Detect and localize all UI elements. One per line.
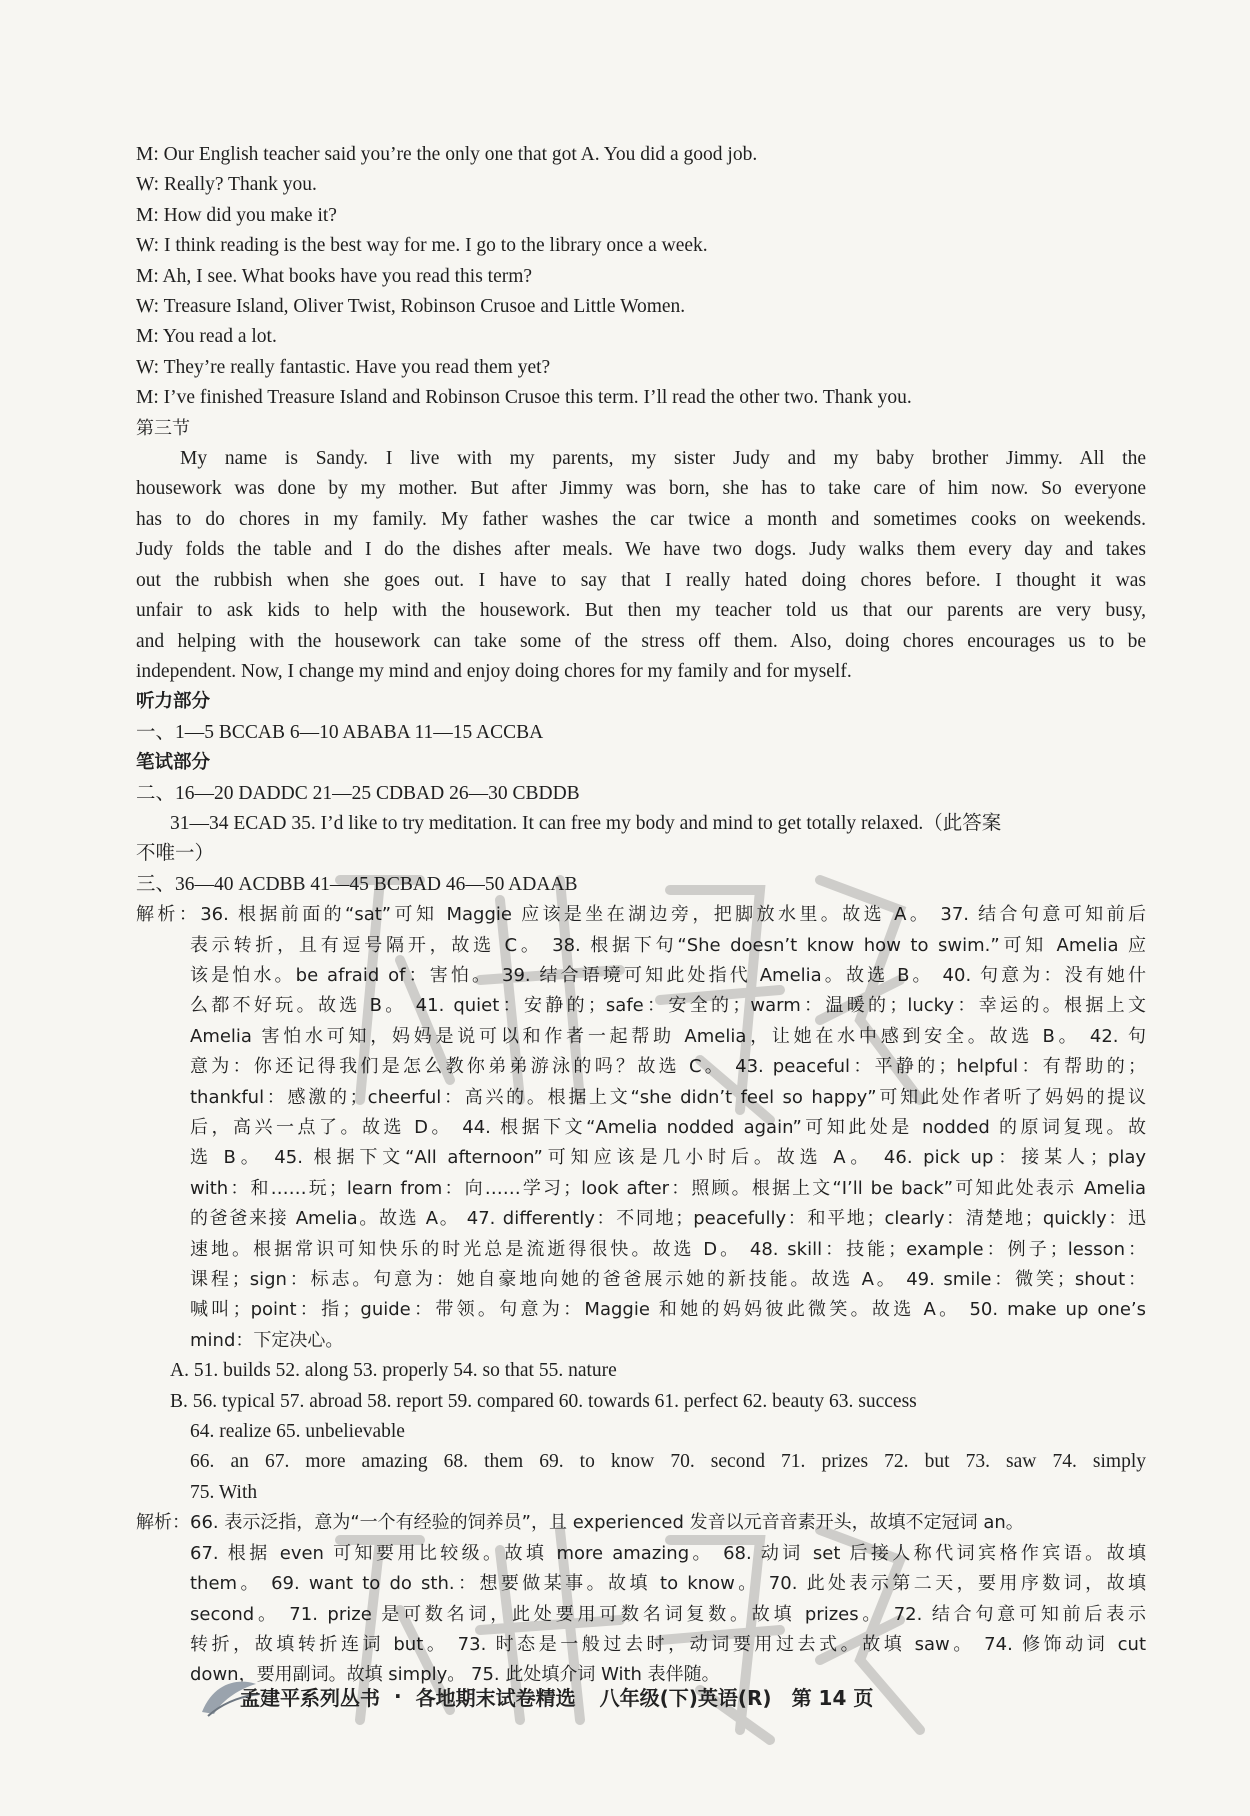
analysis-line: them。 69. want to do sth.：想要做某事。故填 to know。 70. 此处表示第二天，要用序数词，故填 <box>190 1573 1146 1595</box>
dialogue-line: M: How did you make it? <box>136 204 337 226</box>
part2-answers: 二、16—20 DADDC 21—25 CDBAD 26—30 CBDDB <box>136 782 580 804</box>
dialogue-line: M: I’ve finished Treasure Island and Robinson Crusoe this term. I’ll read the other two. Thank you. <box>136 387 912 409</box>
part3-answers: 三、36—40 ACDBB 41—45 BCBAD 46—50 ADAAB <box>136 873 578 895</box>
analysis-line: thankful：感激的；cheerful：高兴的。根据上文“she didn’t feel so happy”可知此处作者听了妈妈的提议 <box>190 1086 1146 1108</box>
analysis-line: mind：下定决心。 <box>190 1329 344 1351</box>
passage-line: housework was done by my mother. But after Jimmy was born, she has to take care of him now. So everyone <box>136 478 1146 500</box>
listening-heading: 听力部分 <box>136 691 211 713</box>
analysis-line: 67. 根据 even 可知要用比较级。故填 more amazing。 68. 动词 set 后接人称代词宾格作宾语。故填 <box>190 1542 1146 1564</box>
listening-answers: 一、1—5 BCCAB 6—10 ABABA 11—15 ACCBA <box>136 721 544 743</box>
dialogue-line: W: Treasure Island, Oliver Twist, Robinson Crusoe and Little Women. <box>136 296 686 318</box>
analysis-line: with：和……玩；learn from：向……学习；look after：照顾。根据上文“I’ll be back”可知此处表示 Amelia <box>190 1177 1146 1199</box>
part2-answers-note: 不唯一） <box>136 843 215 865</box>
dialogue <box>136 140 1146 414</box>
analysis-line: second。 71. prize 是可数名词，此处要用可数名词复数。故填 prizes。 72. 结合句意可知前后表示 <box>190 1603 1146 1625</box>
answers-c-cont: 75. With <box>190 1481 258 1503</box>
passage-line: Judy folds the table and I do the dishes after meals. We have two dogs. Judy walks them every day and takes <box>136 539 1146 561</box>
passage-line: independent. Now, I change my mind and enjoy doing chores for my family and for myself. <box>136 660 852 682</box>
footer-series: 孟建平系列丛书 <box>240 1685 380 1710</box>
analysis-line: 么都不好玩。故选 B。 41. quiet：安静的；safe：安全的；warm：温暖的；lucky：幸运的。根据上文 <box>190 995 1146 1017</box>
dialogue-line: W: I think reading is the best way for me. I go to the library once a week. <box>136 235 708 257</box>
footer-page-number: 第 14 页 <box>791 1685 874 1710</box>
analysis-line: 表示转折，且有逗号隔开，故选 C。 38. 根据下句“She doesn’t know how to swim.”可知 Amelia 应 <box>190 934 1146 956</box>
writing-heading: 笔试部分 <box>136 752 211 774</box>
analysis-36-50 <box>136 900 1146 1356</box>
analysis-line: 速地。根据常识可知快乐的时光总是流逝得很快。故选 D。 48. skill：技能；example：例子；lesson： <box>190 1238 1146 1260</box>
page-footer <box>240 1676 1140 1716</box>
analysis-line: 转折，故填转折连词 but。 73. 时态是一般过去时，动词要用过去式。故填 saw。 74. 修饰动词 cut <box>190 1633 1146 1655</box>
answers-c: 66. an 67. more amazing 68. them 69. to know 70. second 71. prizes 72. but 73. saw 74. simply <box>190 1451 1146 1473</box>
passage-line: has to do chores in my family. My father washes the car twice a month and sometimes cooks on weekends. <box>136 508 1146 530</box>
dialogue-line: W: They’re really fantastic. Have you read them yet? <box>136 356 551 378</box>
dialogue-line: M: Our English teacher said you’re the only one that got A. You did a good job. <box>136 144 758 165</box>
passage <box>136 444 1146 687</box>
analysis-line: 选 B。 45. 根据下文“All afternoon”可知应该是几小时后。故选 A。 46. pick up：接某人；play <box>190 1147 1146 1169</box>
analysis-line: 的爸爸来接 Amelia。故选 A。 47. differently：不同地；peacefully：和平地；clearly：清楚地；quickly：迅 <box>190 1208 1146 1230</box>
passage-line: out the rubbish when she goes out. I have to say that I really hated doing chores before. I thought it was <box>136 569 1146 591</box>
section-3-title: 第三节 <box>136 417 190 439</box>
page-content <box>136 140 1146 1691</box>
footer-book: 各地期末试卷精选 <box>415 1685 576 1710</box>
analysis-line: 课程；sign：标志。句意为：她自豪地向她的爸爸展示她的新技能。故选 A。 49. smile：微笑；shout： <box>190 1269 1146 1291</box>
footer-grade: 八年级(下)英语(R) <box>599 1685 772 1710</box>
analysis-line: 后，高兴一点了。故选 D。 44. 根据下文“Amelia nodded again”可知此处是 nodded 的原词复现。故 <box>190 1117 1146 1138</box>
part2-answers-cont: 31—34 ECAD 35. I’d like to try meditation. It can free my body and mind to get totally relaxed.（此答案 <box>170 812 1002 834</box>
answers-b-cont: 64. realize 65. unbelievable <box>190 1421 405 1443</box>
answers-a: A. 51. builds 52. along 53. properly 54. so that 55. nature <box>170 1360 617 1382</box>
analysis-line: down，要用副词。故填 simply。 75. 此处填介词 With 表伴随。 <box>190 1664 720 1686</box>
dialogue-line: M: You read a lot. <box>136 326 277 348</box>
analysis-line: 喊叫；point：指；guide：带领。句意为：Maggie 和她的妈妈彼此微笑。故选 A。 50. make up one’s <box>190 1299 1146 1321</box>
analysis-line: Amelia 害怕水可知，妈妈是说可以和作者一起帮助 Amelia，让她在水中感到安全。故选 B。 42. 句 <box>190 1025 1146 1047</box>
passage-line: My name is Sandy. I live with my parents, my sister Judy and my baby brother Jimmy. All the <box>180 448 1146 470</box>
dialogue-line: M: Ah, I see. What books have you read this term? <box>136 265 533 287</box>
analysis-66-75 <box>136 1508 1146 1690</box>
analysis-line: 解析：36. 根据前面的“sat”可知 Maggie 应该是坐在湖边旁，把脚放水里。故选 A。 37. 结合句意可知前后 <box>136 904 1146 926</box>
analysis-line: 该是怕水。be afraid of：害怕。 39. 结合语境可知此处指代 Amelia。故选 B。 40. 句意为：没有她什 <box>190 964 1146 986</box>
analysis-line: 意为：你还记得我们是怎么教你弟弟游泳的吗？故选 C。 43. peaceful：平静的；helpful：有帮助的； <box>190 1056 1146 1078</box>
passage-line: unfair to ask kids to help with the housework. But then my teacher told us that our parents are very busy, <box>136 600 1146 622</box>
dialogue-line: W: Really? Thank you. <box>136 174 317 196</box>
answers-b: B. 56. typical 57. abroad 58. report 59. compared 60. towards 61. perfect 62. beauty 63. success <box>170 1390 917 1412</box>
footer-separator: · <box>394 1684 402 1708</box>
analysis-line: 解析：66. 表示泛指，意为“一个有经验的饲养员”，且 experienced 发音以元音音素开头，故填不定冠词 an。 <box>136 1512 1024 1534</box>
passage-line: and helping with the housework can take some of the stress off them. Also, doing chores encourages us to be <box>136 630 1146 652</box>
